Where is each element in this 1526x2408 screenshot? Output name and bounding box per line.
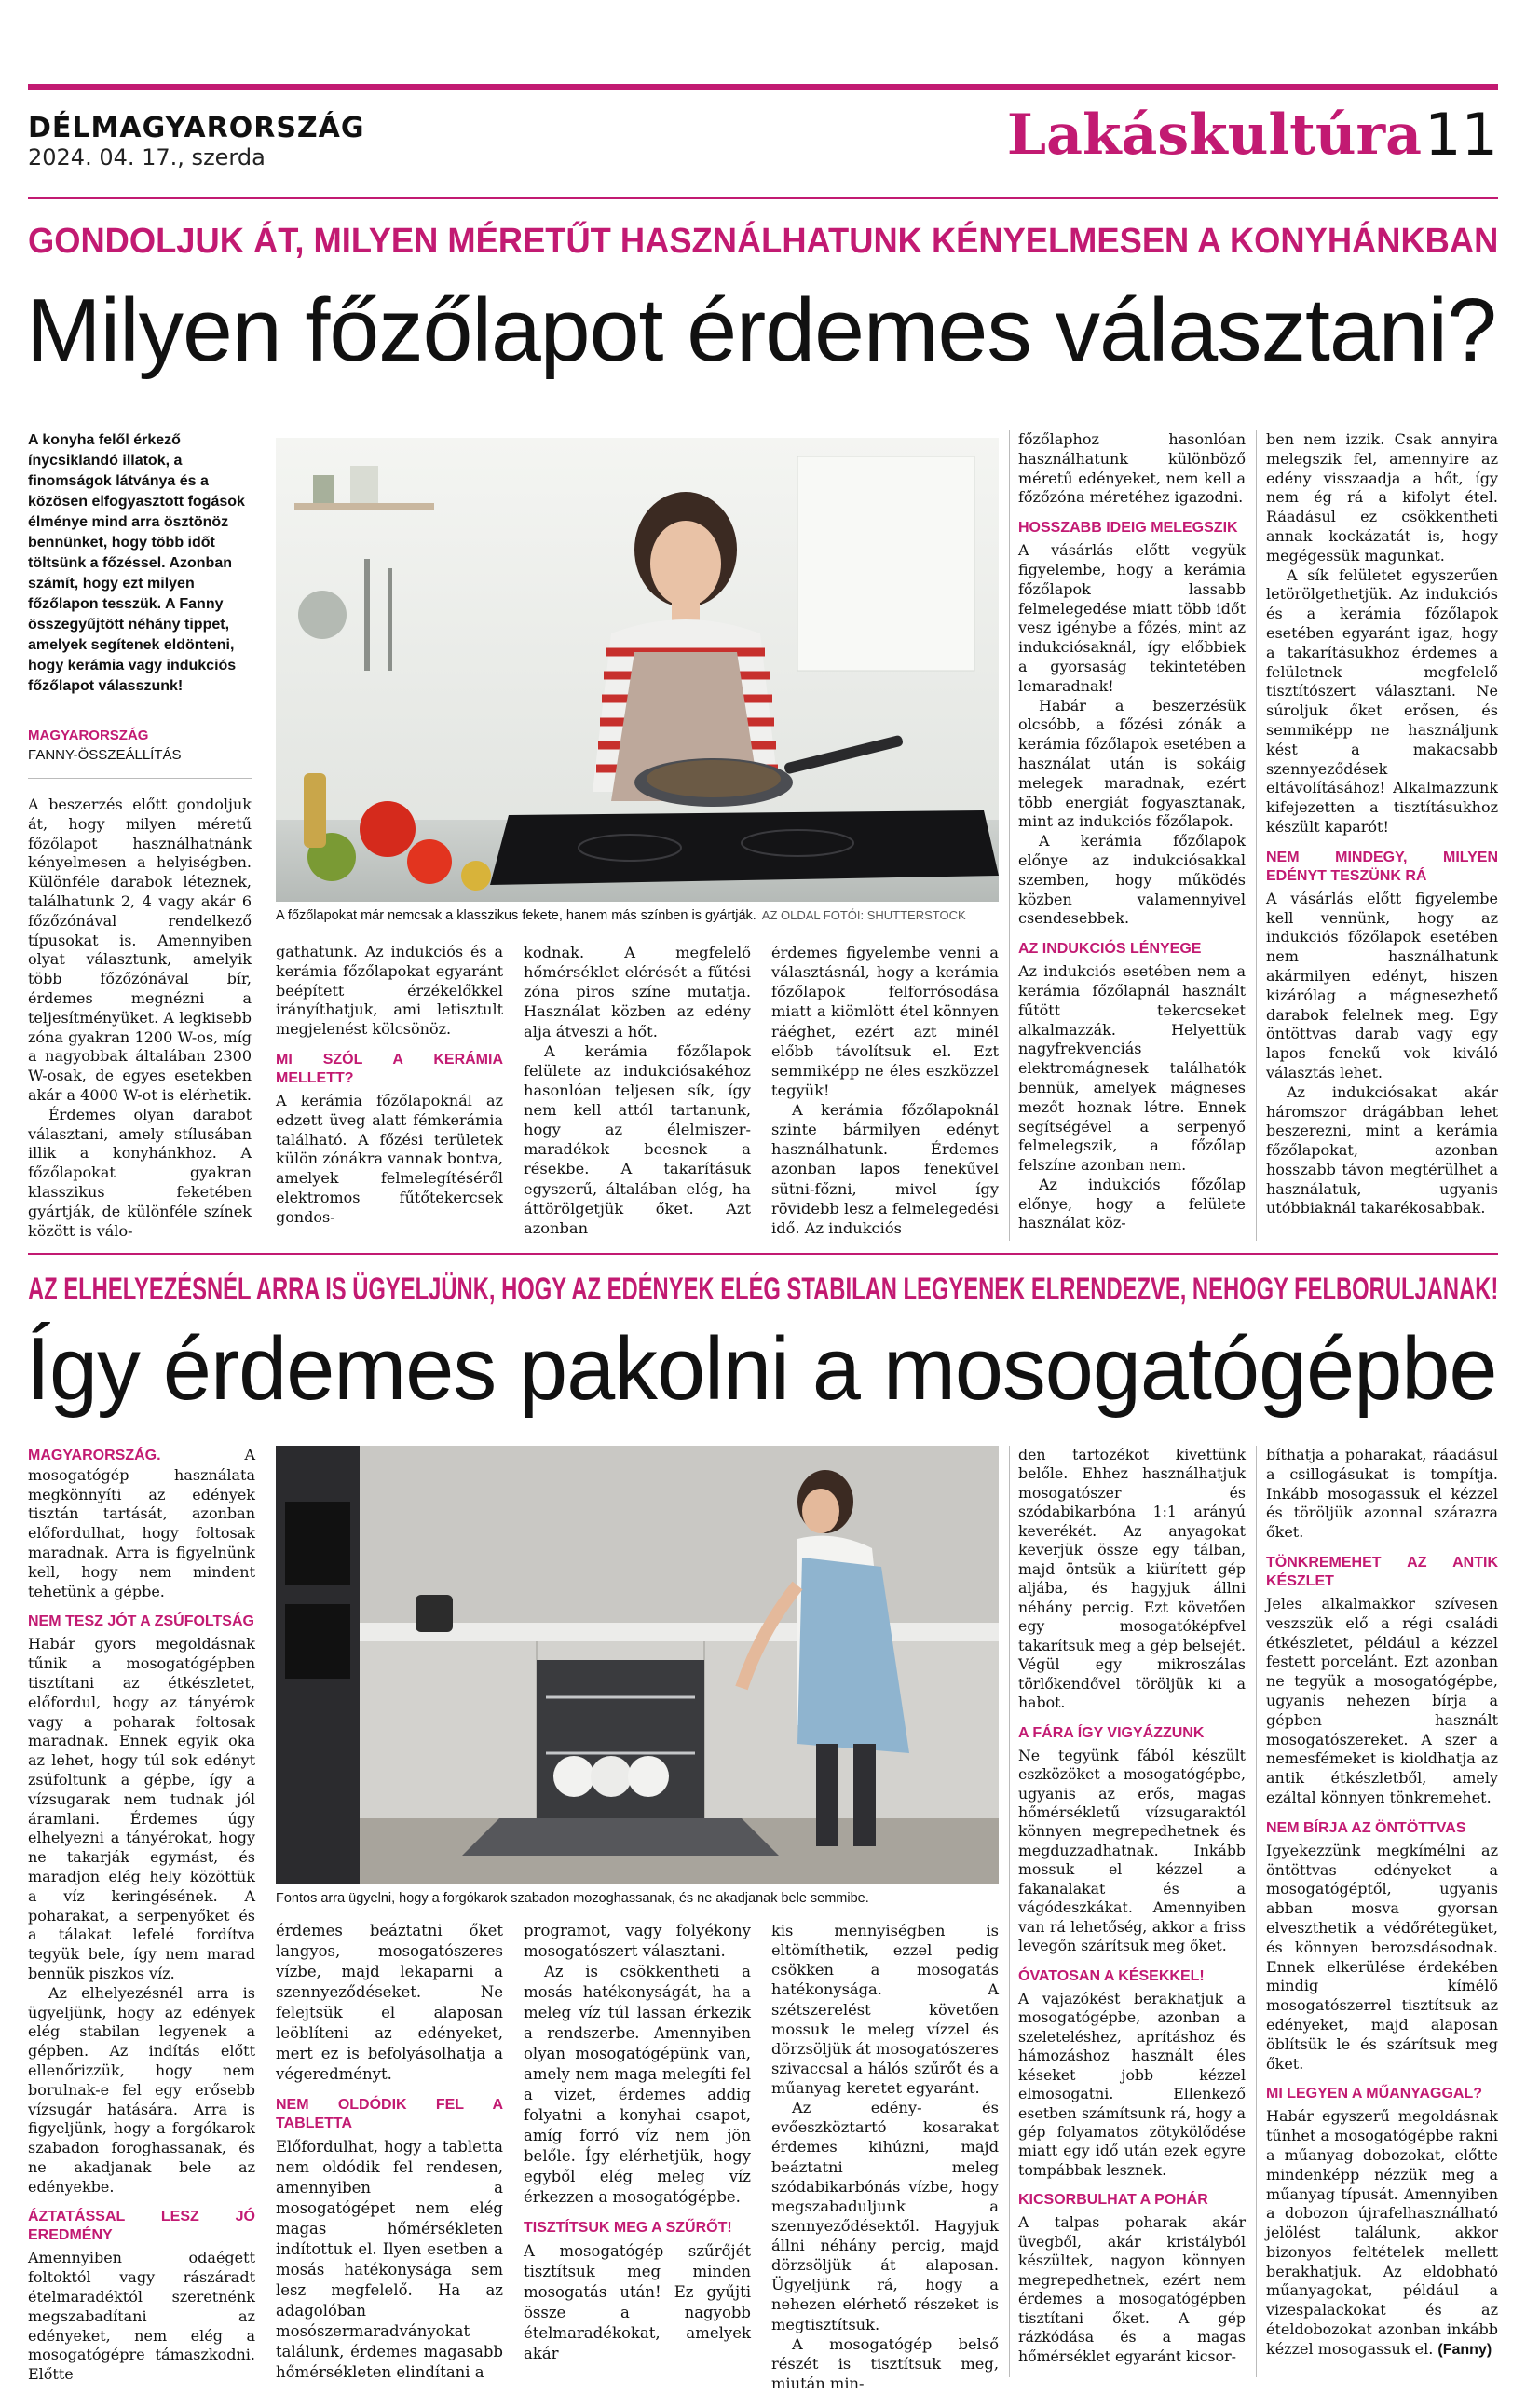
column-separator (1009, 430, 1010, 1241)
subhead-aztatas: ÁZTATÁSSAL LESZ JÓ EREDMÉNY (28, 2209, 255, 2244)
article2-byline-place: MAGYARORSZÁG. (28, 1448, 161, 1463)
subhead-zsufoltsag: NEM TESZ JÓT A ZSÚFOLTSÁG (28, 1613, 254, 1630)
article2-kicker: AZ ELHELYEZÉSNÉL ARRA IS ÜGYELJÜNK, HOGY AZ EDÉNYEK ELÉG STABILAN LEGYENEK ELRENDEZVE, NEHOGY FELBORULJANAK! (28, 1272, 1499, 1307)
article2-col3: programot, vagy folyékony mosogatószert választani. Az is csökkentheti a mosás hatékonyságát, ha a meleg víz túl lassan érkezik a rendszerbe. Amennyiben olyan mosogatógépünk van, amely nem maga melegíti fel a vizet, érdemes addig folyatni a konyhai csapot, amíg forró víz nem jön belőle. Így elérhetjük, hogy egyből elég meleg víz érkezzen a mosogatógépbe. TISZTÍTSUK MEG A SZŰRŐT! A mosogatógép szűrőjét tisztítsuk meg minden mosogatás után! Ez gyűjti össze a nagyobb ételmaradékokat, amelyek akár (524, 1922, 751, 2362)
subhead-fa: A FÁRA ÍGY VIGYÁZZUNK (1018, 1724, 1205, 1741)
article2-col6: bíthatja a poharakat, ráadásul a csillogásukat is tompítja. Inkább mosogassuk el kézzel és töröljük azonnal szárazra őket. TÖNKREMEHET AZ ANTIK KÉSZLET Jeles alkalmakkor szívesen veszszük elő a régi családi étkészletet, például a kézzel festett porcelánt. Ezt azonban ne tegyük a mosogatógépbe, ugyanis nehezen bírja a gépben használt mosogatószereket. A szer a nemesfémeket is kioldhatja az antik étkészletből, amely ezáltal könnyen tönkremehet. NEM BÍRJA AZ ÖNTÖTTVAS Igyekezzünk megkímélni az öntöttvas edényeket a mosogatógéptől, ugyanis abban mosva gyorsan elveszthetik a védőrétegüket, és könnyen berozsdásodnak. Ennek elkerülése érdekében mindig kímélő mosogatószerrel tisztítsuk az edényeket, majd alaposan öblítsük le és szárítsuk meg őket. MI LEGYEN A MŰANYAGGAL? Habár egyszerű megoldásnak tűnhet a mosogatógépbe rakni a műanyag dobozokat, előtte mindenképp nézzük meg a műanyag típusát. Amennyiben a dobozon újrafelhasználható jelölést találunk, akkor bizonyos feltételek mellett berakhatjuk. Az eldobható műanyagokat, például a vizespalackokat és az ételdobozokat azonban inkább kézzel mosogassuk el. (Fanny) (1266, 1446, 1498, 2358)
article1-photo-cooking-woman (276, 438, 999, 902)
article1-col2: gathatunk. Az indukciós és a kerámia főzőlapokat egyaránt beépített érzékelőkkel irányíthatjuk, ami letisztult megjelenést kölcsönöz. MI SZÓL A KERÁMIA MELLETT? A kerámia főzőlapoknál az edzett üveg alatt fémkerámia található. A főzési területek külön zónákra vannak bontva, amelyek felmelegítéséről elektromos fűtőtekercsek gondos- (276, 943, 503, 1226)
article1-col1: A beszerzés előtt gondoljuk át, hogy milyen méretű főzőlapot használhatnánk kényelmesen a helyiségben. Különféle darabok léteznek, találhatunk 2, 4 vagy akár 6 főzőzónával rendelkező típusokat is. Amennyiben olyat választunk, amelyik több főzőzónával bír, érdemes megnézni a teljesítményüket. A legkisebb zóna gyakran 1200 W-os, míg a nagyobbak általában 2300 W-osak, de egyes esetekben akár a 4000 W-ot is elérhetik. Érdemes olyan darabot választani, amely stílusában illik a konyhánkhoz. A főzőlapokat gyakran klasszikus feketében gyártják, de különféle színek között is válo- (28, 796, 252, 1240)
article2-col5: den tartozékot kivettünk belőle. Ehhez használhatjuk mosogatószer és szódabikarbóna 1:1 arányú keverékét. Az anyagokat keverjük össze egy tálban, majd öntsük a kiürített gép aljába, és hagyjuk állni néhány percig. Ezt követően egy mosogatóképfvel takarítsuk meg a gép belsejét. Végül egy mikroszálas törlőkendővel töröljük ki a habot. A FÁRA ÍGY VIGYÁZZUNK Ne tegyünk fából készült eszközöket a mosogatógépbe, ugyanis az erős, magas hőmérsékletű vízsugaraktól könnyen megrepedhetnek és megduzzadhatnak. Inkább mossuk el kézzel a fakanalakat és a vágódeszkákat. Amennyiben van rá lehetőség, akkor a friss levegőn szárítsuk meg őket. ÓVATOSAN A KÉSEKKEL! A vajazókést berakhatjuk a mosogatógépbe, azonban a szeleteléshez, aprításhoz és hámozáshoz használt éles késeket jobb kézzel elmosogatni. Ellenkező esetben számítsunk rá, hogy a gép folyamatos zötykölődése miatt egy idő után ezek egyre tompábbak lesznek. KICSORBULHAT A POHÁR A talpas poharak akár üvegből, akár kristályból készültek, nagyon könnyen megrepedhetnek, ezért nem érdemes a mosogatógépben tisztítani őket. A gép rázkódása és a magas hőmérséklet egyaránt kicsor- (1018, 1446, 1246, 2365)
page-number: 11 (1424, 101, 1498, 169)
photo-credit: AZ OLDAL FOTÓI: SHUTTERSTOCK (761, 908, 966, 922)
article2-col4: kis mennyiségben is eltömíthetik, ezzel pedig csökken a mosogatás hatékonysága. A szétszerelést követően mossuk le meleg vízzel és dörzsöljük át mosogatószeres szivaccsal a hálós szűrőt és a műanyag keretet egyaránt. Az edény- és evőeszköztartó kosarakat érdemes kihúzni, majd beáztatni meleg szódabikarbónás vízbe, hogy megszabaduljunk a szennyeződésektől. Hagyjuk állni néhány percig, majd dörzsöljük át alaposan. Ügyeljünk rá, hogy a nehezen elérhető részeket is megtisztítsuk. A mosogatógép belső részét is tisztítsuk meg, miután min- (771, 1922, 999, 2392)
article1-byline-place: MAGYARORSZÁG (28, 728, 149, 743)
subhead-kesek: ÓVATOSAN A KÉSEKKEL! (1018, 1967, 1205, 1984)
top-accent-bar (28, 84, 1498, 90)
subhead-antik: TÖNKREMEHET AZ ANTIK KÉSZLET (1266, 1554, 1498, 1589)
subhead-edeny: NEM MINDEGY, MILYEN EDÉNYT TESZÜNK RÁ (1266, 849, 1498, 884)
article2-photo-dishwasher-woman (276, 1446, 999, 1884)
cooking-scene-illustration (276, 438, 999, 902)
article2-col2: érdemes beáztatni őket langyos, mosogatószeres vízbe, majd lekaparni a szennyeződéseket. Ne felejtsük el alaposan leöblíteni az edényeket, mert ez is befolyásolhatja a végeredményt. NEM OLDÓDIK FEL A TABLETTA Előfordulhat, hogy a tabletta nem oldódik fel rendesen, amennyiben a mosogatógépet nem elég magas hőmérsékleten indítottuk el. Ilyen esetben a mosás hatékonysága sem lesz megfelelő. Ha az adagolóban mosószermaradványokat találunk, érdemes magasabb hőmérsékleten elindítani a (276, 1922, 503, 2381)
masthead-divider (28, 197, 1498, 199)
column-separator (1256, 1446, 1257, 2377)
subhead-keramia: MI SZÓL A KERÁMIA MELLETT? (276, 1051, 503, 1086)
subhead-ontottvas: NEM BÍRJA AZ ÖNTÖTTVAS (1266, 1819, 1466, 1836)
article1-kicker: GONDOLJUK ÁT, MILYEN MÉRETŰT HASZNÁLHATUNK KÉNYELMESEN A KONYHÁNKBAN (28, 222, 1499, 261)
subhead-szuro: TISZTÍTSUK MEG A SZŰRŐT! (524, 2220, 732, 2236)
article1-col5: főzőlaphoz hasonlóan használhatunk különböző méretű edényeket, nem kell a főzőzóna méretéhez igazodni. HOSSZABB IDEIG MELEGSZIK A vásárlás előtt vegyük figyelembe, hogy a kerámia főzőlapok lassabb felmelegedése miatt több időt vesz igénybe a főzés, mint az indukciósaknál, így előbbiek a gyorsaság tekintetében lemaradnak! Habár a beszerzésük olcsóbb, a főzési zónák a kerámia főzőlapok esetében a használat után is sokáig melegek maradnak, ezért több energiát fogyasztanak, mint az indukciós főzőlapok. A kerámia főzőlapok előnye az indukciósakkal szemben, hogy működés közben valamennyivel csendesebbek. AZ INDUKCIÓS LÉNYEGE Az indukciós esetében nem a kerámia főzőlapnál használt fűtött tekercseket alkalmazzák. Helyettük nagyfrekvenciás elektromágnesek találhatók bennük, amelyek mágneses mezőt hoznak létre. Ennek segítségével a serpenyő felmelegszik, a főzőlap felszíne azonban nem. Az indukciós főzőlap előnye, hogy a felülete használat köz- (1018, 430, 1246, 1232)
section-title: Lakáskultúra (1006, 102, 1422, 168)
subhead-indukcios: AZ INDUKCIÓS LÉNYEGE (1018, 941, 1202, 958)
article1-lead-block (28, 430, 252, 1241)
article1-col4: érdemes figyelembe venni a választásnál, hogy a kerámia főzőlapok felforrósodása miatt a kiömlött étel könnyen ráéghet, ezért azt minél előbb távolítsuk el. Ezt semmiképp ne éles eszközzel tegyük! A kerámia főzőlapoknál szinte bármilyen edényt használhatunk. Érdemes azonban lapos fenekűvel sütni-főzni, mivel így rövidebb lesz a felmelegedési idő. Az indukciós (771, 944, 999, 1237)
article-signature: (Fanny) (1437, 2341, 1492, 2358)
article1-lead: A konyha felől érkező ínycsiklandó illatok, a finomságok látványa és a közösen elfogyasztott fogások élménye mind arra ösztönöz bennünket, hogy több időt töltsünk a főzéssel. Azonban számít, hogy ezt milyen főzőlapon tesszük. A Fanny összegyűjtött néhány tippet, amelyek segítenek eldönteni, hogy kerámia vagy indukciós főzőlapot válasszunk! (28, 432, 245, 694)
subhead-tabletta: NEM OLDÓDIK FEL A TABLETTA (276, 2097, 503, 2131)
article1-byline-author: FANNY-ÖSSZEÁLLÍTÁS (28, 747, 182, 763)
byline-divider (28, 778, 252, 779)
dishwasher-scene-illustration (276, 1446, 999, 1884)
article1-col3: kodnak. A megfelelő hőmérséklet elérését a fűtési zóna piros színe mutatja. Használat közben az edény alja átveszi a hőt. A kerámia főzőlapok felülete az indukciósakéhoz hasonlóan teljesen sík, így nem kell attól tartanunk, hogy az élelmiszer-maradékok beesnek a résekbe. A takarításuk egyszerű, általában elég, ha áttörölgetjük őket. Azt azonban (524, 944, 751, 1237)
subhead-melegszik: HOSSZABB IDEIG MELEGSZIK (1018, 520, 1238, 537)
article1-col6: ben nem izzik. Csak annyira melegszik fel, amennyire az edény visszaadja a hőt, így nem ég rá a kifolyt étel. Ráadásul ez csökkentheti annak kockázatát is, hogy megégessük magunkat. A sík felületet egyszerűen letörölgethetjük. Az indukciós és a kerámia főzőlapok esetében egyaránt igaz, hogy a takarításukhoz érdemes a felületnek megfelelő tisztítószert választani. Ne súroljuk őket erősen, és semmiképp ne használjunk kést a makacsabb szennyeződések eltávolításához! Alkalmazzunk kifejezetten a tisztításukhoz készült kaparót! NEM MINDEGY, MILYEN EDÉNYT TESZÜNK RÁ A vásárlás előtt figyelembe kell vennünk, hogy az indukciós főzőlapok esetében nem használhatunk akármilyen edényt, hiszen kizárólag a mágnesezhető darabok felelnek meg. Egy öntöttvas darab vagy egy lapos fenekű vok kiváló választás lehet. Az indukciósakat akár háromszor drágábban lehet beszerezni, mint a kerámia főzőlapokat, azonban hosszabb távon megtérülhet a használatuk, ugyanis utóbbiaknál takarékosabbak. (1266, 430, 1498, 1218)
article-divider (28, 1253, 1498, 1255)
subhead-pohar: KICSORBULHAT A POHÁR (1018, 2192, 1208, 2209)
column-separator (1009, 1446, 1010, 2377)
newspaper-brand: DÉLMAGYARORSZÁG (28, 112, 365, 144)
article1-headline: Milyen főzőlapot érdemes választani? (26, 280, 1496, 380)
article1-caption: A főzőlapokat már nemcsak a klasszikus fekete, hanem más színben is gyártják. AZ OLDAL FOTÓI: SHUTTERSTOCK (276, 908, 966, 923)
issue-date: 2024. 04. 17., szerda (28, 144, 266, 170)
article2-headline: Így érdemes pakolni a mosogatógépbe (26, 1319, 1497, 1419)
subhead-muanyag: MI LEGYEN A MŰANYAGGAL? (1266, 2086, 1483, 2102)
article2-col1: MAGYARORSZÁG. A mosogatógép használata megkönnyíti az edények tisztán tartását, azonban előfordulhat, hogy foltosak maradnak. Arra is figyelnünk kell, hogy nem mindent tehetünk a gépbe. NEM TESZ JÓT A ZSÚFOLTSÁG Habár gyors megoldásnak tűnik a mosogatógépben tisztítani az étkészletet, előfordul, hogy az tányérok vagy a poharak foltosak maradnak. Ennek egyik oka az lehet, hogy túl sok edényt zsúfoltunk a gépbe, így a vízsugarak nem tudnak jól áramlani. Érdemes úgy elhelyezni a tányérokat, hogy ne takarják egymást, és maradjon elég hely közöttük a víz keringésének. A poharakat, a serpenyőket és a tálakat lefelé fordítva tegyük bele, így nem marad bennük piszkos víz. Az elhelyezésnél arra is ügyeljünk, hogy az edények elég stabilan legyenek a gépben. Az indítás előtt ellenőrizzük, hogy nem borulnak-e fel egy erősebb vízsugár hatására. Arra is figyeljünk, hogy a forgókarok szabadon foroghassanak, és ne akadjanak bele az edényekbe. ÁZTATÁSSAL LESZ JÓ EREDMÉNY Amennyiben odaégett foltoktól vagy rászáradt ételmaradéktól szeretnénk megszabadítani az edényeket, nem elég a mosogatógépre támaszkodni. Előtte (28, 1446, 255, 2384)
article2-caption: Fontos arra ügyelni, hogy a forgókarok szabadon mozoghassanak, és ne akadjanak bele semmibe. (276, 1891, 869, 1906)
column-separator (1256, 430, 1257, 1241)
